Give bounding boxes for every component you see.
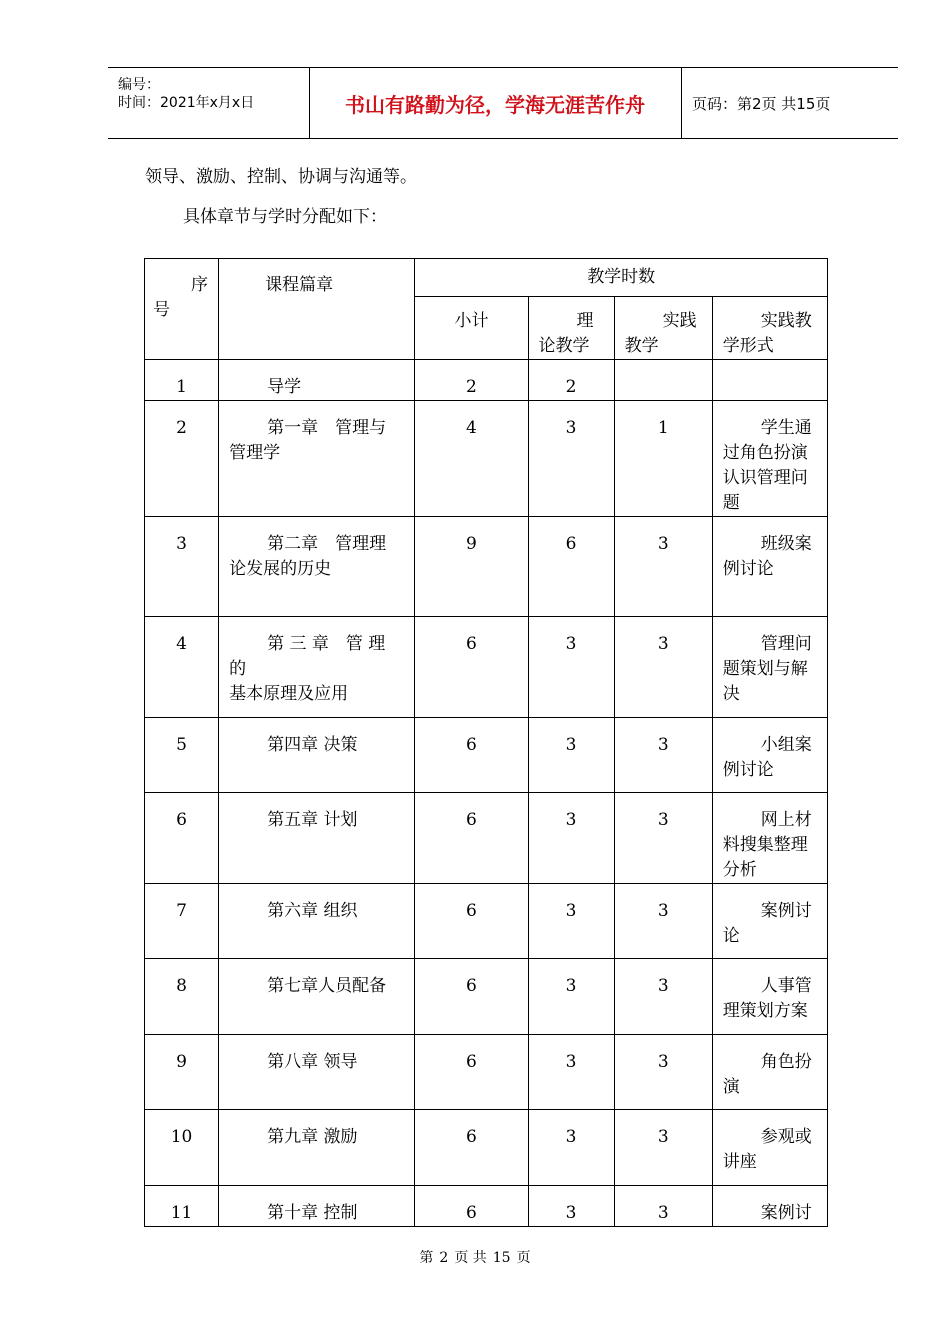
- row-form: 参观或 讲座: [712, 1110, 827, 1186]
- footer-total-pages: 15: [492, 1250, 511, 1266]
- row-theory: 3: [528, 959, 614, 1035]
- row-theory: 3: [528, 1035, 614, 1110]
- row-subtotal: 6: [415, 718, 528, 793]
- table-row: [145, 1110, 828, 1186]
- row-chapter: 第九章 激励: [219, 1110, 415, 1186]
- header-meta: [108, 68, 310, 138]
- row-form: 班级案 例讨论: [712, 517, 827, 617]
- footer-page-number: 2: [439, 1250, 449, 1266]
- row-practice: 3: [614, 1186, 712, 1227]
- row-seq: 9: [145, 1035, 219, 1110]
- row-chapter: 导学: [219, 360, 415, 401]
- row-subtotal: 4: [415, 401, 528, 517]
- row-theory: 3: [528, 617, 614, 718]
- row-theory: 3: [528, 884, 614, 959]
- row-seq: 10: [145, 1110, 219, 1186]
- header-theory: 理 论教学: [528, 297, 614, 360]
- table-header-row: [145, 259, 828, 297]
- page-header: [108, 67, 898, 139]
- body-paragraph-2: 具体章节与学时分配如下：: [183, 207, 387, 227]
- row-seq: 1: [145, 360, 219, 401]
- row-form: 网上材 料搜集整理分析: [712, 793, 827, 884]
- row-seq: 4: [145, 617, 219, 718]
- row-seq: 6: [145, 793, 219, 884]
- row-subtotal: 6: [415, 617, 528, 718]
- row-subtotal: 9: [415, 517, 528, 617]
- table-row: [145, 360, 828, 401]
- row-form: 管理问 题策划与解决: [712, 617, 827, 718]
- header-motto: 书山有路勤为径，学海无涯苦作舟: [309, 68, 682, 138]
- row-theory: 3: [528, 718, 614, 793]
- table-row: [145, 884, 828, 959]
- row-practice: 3: [614, 718, 712, 793]
- header-practice-form: 实践教 学形式: [712, 297, 827, 360]
- row-practice: 1: [614, 401, 712, 517]
- row-chapter: 第二章 管理理 论发展的历史: [219, 517, 415, 617]
- row-theory: 2: [528, 360, 614, 401]
- row-practice: 3: [614, 517, 712, 617]
- row-chapter: 第七章人员配备: [219, 959, 415, 1035]
- row-theory: 3: [528, 793, 614, 884]
- row-form: 案例讨: [712, 1186, 827, 1227]
- row-form: 角色扮 演: [712, 1035, 827, 1110]
- header-chapter: 课程篇章: [219, 259, 415, 360]
- row-subtotal: 2: [415, 360, 528, 401]
- page-footer: 第 2 页 共 15 页: [419, 1250, 531, 1266]
- row-practice: 3: [614, 617, 712, 718]
- page-info-text: 页码：第2页 共15页: [692, 94, 831, 113]
- table-row: [145, 959, 828, 1035]
- row-form: 案例讨 论: [712, 884, 827, 959]
- row-practice: 3: [614, 1035, 712, 1110]
- row-chapter: 第六章 组织: [219, 884, 415, 959]
- row-theory: 6: [528, 517, 614, 617]
- body-paragraph-1: 领导、激励、控制、协调与沟通等。: [145, 167, 417, 187]
- table-row: [145, 718, 828, 793]
- header-seq: 序 号: [145, 259, 219, 360]
- document-number: 编号：: [118, 77, 160, 93]
- row-practice: 3: [614, 959, 712, 1035]
- row-subtotal: 6: [415, 959, 528, 1035]
- row-form: [712, 360, 827, 401]
- row-practice: [614, 360, 712, 401]
- row-seq: 3: [145, 517, 219, 617]
- row-subtotal: 6: [415, 884, 528, 959]
- row-subtotal: 6: [415, 1186, 528, 1227]
- row-form: 人事管 理策划方案: [712, 959, 827, 1035]
- course-hours-table: [144, 258, 828, 1227]
- row-subtotal: 6: [415, 1110, 528, 1186]
- header-practice: 实践 教学: [614, 297, 712, 360]
- document-date: 时间：2021年x月x日: [118, 95, 255, 111]
- row-chapter: 第五章 计划: [219, 793, 415, 884]
- row-theory: 3: [528, 1186, 614, 1227]
- row-subtotal: 6: [415, 793, 528, 884]
- table-row: [145, 617, 828, 718]
- table-row: [145, 401, 828, 517]
- header-teaching-hours: 教学时数: [415, 259, 828, 297]
- row-chapter: 第八章 领导: [219, 1035, 415, 1110]
- row-theory: 3: [528, 1110, 614, 1186]
- row-seq: 11: [145, 1186, 219, 1227]
- header-page-info: [682, 68, 898, 138]
- row-chapter: 第一章 管理与 管理学: [219, 401, 415, 517]
- row-practice: 3: [614, 793, 712, 884]
- row-seq: 8: [145, 959, 219, 1035]
- row-chapter: 第 三 章 管 理 的 基本原理及应用: [219, 617, 415, 718]
- row-theory: 3: [528, 401, 614, 517]
- row-seq: 7: [145, 884, 219, 959]
- table-row: [145, 517, 828, 617]
- row-chapter: 第四章 决策: [219, 718, 415, 793]
- table-row: [145, 1035, 828, 1110]
- row-seq: 2: [145, 401, 219, 517]
- row-form: 学生通 过角色扮演认识管理问题: [712, 401, 827, 517]
- row-subtotal: 6: [415, 1035, 528, 1110]
- header-subtotal: 小计: [415, 297, 528, 360]
- row-chapter: 第十章 控制: [219, 1186, 415, 1227]
- table-row: [145, 793, 828, 884]
- row-practice: 3: [614, 884, 712, 959]
- row-practice: 3: [614, 1110, 712, 1186]
- row-seq: 5: [145, 718, 219, 793]
- row-form: 小组案 例讨论: [712, 718, 827, 793]
- table-row: [145, 1186, 828, 1227]
